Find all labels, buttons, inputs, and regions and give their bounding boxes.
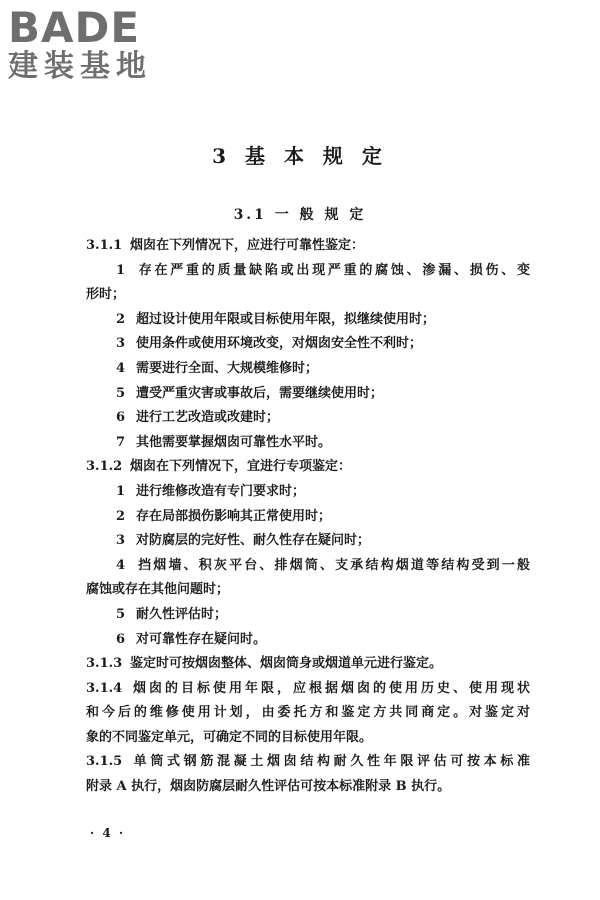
logo-brand-text: BADE <box>8 3 141 52</box>
clause-continuation: 附录 A 执行，烟囱防腐层耐久性评估可按本标准附录 B 执行。 <box>86 779 451 795</box>
list-item <box>86 603 530 628</box>
clause-continuation: 和今后的维修使用计划，由委托方和鉴定方共同商定。对鉴定对 <box>86 705 530 721</box>
list-item <box>86 431 530 456</box>
item-text: 其他需要掌握烟囱可靠性水平时。 <box>136 434 332 450</box>
list-item <box>86 480 530 505</box>
item-text: 存在局部损伤影响其正常使用时； <box>136 508 332 524</box>
item-number: 5 <box>116 606 126 622</box>
item-text: 超过设计使用年限或目标使用年限，拟继续使用时； <box>136 311 436 327</box>
item-text: 存在严重的质量缺陷或出现严重的腐蚀、渗漏、损伤、变 <box>136 262 530 278</box>
item-number: 2 <box>116 508 126 524</box>
item-text: 进行维修改造有专门要求时； <box>136 483 306 499</box>
clause-text: 烟囱的目标使用年限，应根据烟囱的使用历史、使用现状 <box>130 680 530 696</box>
list-item-continuation: 形时； <box>86 287 126 303</box>
clause-3-1-2 <box>86 455 530 480</box>
clause-3-1-1 <box>86 234 530 259</box>
item-number: 4 <box>116 360 126 376</box>
item-text: 进行工艺改造或改建时； <box>136 410 280 426</box>
list-item <box>86 382 530 407</box>
item-number: 1 <box>116 262 126 278</box>
bade-logo <box>8 3 178 84</box>
clause-number: 3.1.2 <box>86 459 123 475</box>
item-number: 3 <box>116 533 126 549</box>
item-number: 6 <box>116 631 126 647</box>
list-item <box>86 505 530 530</box>
list-item <box>86 357 530 382</box>
list-item <box>86 406 530 431</box>
chapter-title: 3 基 本 规 定 <box>212 144 388 168</box>
clause-text: 鉴定时可按烟囱整体、烟囱筒身或烟道单元进行鉴定。 <box>130 656 443 672</box>
list-item <box>86 628 530 653</box>
clause-text: 单筒式钢筋混凝土烟囱结构耐久性年限评估可按本标准 <box>130 754 530 770</box>
clause-number: 3.1.5 <box>86 754 123 770</box>
item-number: 7 <box>116 434 126 450</box>
item-number: 3 <box>116 336 126 352</box>
list-item <box>86 308 530 333</box>
clause-3-1-4 <box>86 677 530 702</box>
document-body <box>86 234 530 800</box>
item-text: 对可靠性存在疑问时。 <box>136 631 267 647</box>
item-text: 使用条件或使用环境改变，对烟囱安全性不利时； <box>136 336 423 352</box>
section-title: 3.1 一 般 规 定 <box>233 207 367 223</box>
item-text: 耐久性评估时； <box>136 606 228 622</box>
item-number: 4 <box>116 557 126 573</box>
item-number: 6 <box>116 410 126 426</box>
list-item <box>86 332 530 357</box>
clause-3-1-5 <box>86 750 530 775</box>
clause-number: 3.1.3 <box>86 656 123 672</box>
item-text: 遭受严重灾害或事故后，需要继续使用时； <box>136 385 384 401</box>
item-number: 2 <box>116 311 126 327</box>
clause-continuation: 象的不同鉴定单元，可确定不同的目标使用年限。 <box>86 729 373 745</box>
clause-number: 3.1.4 <box>86 680 123 696</box>
list-item <box>86 259 530 284</box>
item-text: 需要进行全面、大规模维修时； <box>136 360 319 376</box>
clause-text: 烟囱在下列情况下，宜进行专项鉴定： <box>130 459 352 475</box>
clause-3-1-3 <box>86 652 530 677</box>
item-number: 5 <box>116 385 126 401</box>
list-item <box>86 554 530 579</box>
clause-number: 3.1.1 <box>86 238 123 253</box>
logo-sub-text: 建装基地 <box>8 49 152 84</box>
item-number: 1 <box>116 483 126 499</box>
list-item <box>86 529 530 554</box>
list-item-continuation: 腐蚀或存在其他问题时； <box>86 582 230 598</box>
clause-text: 烟囱在下列情况下，应进行可靠性鉴定： <box>130 238 365 253</box>
item-text: 对防腐层的完好性、耐久性存在疑问时； <box>136 533 371 549</box>
page-number: · 4 · <box>90 826 126 840</box>
item-text: 挡烟墙、积灰平台、排烟筒、支承结构烟道等结构受到一般 <box>136 557 530 573</box>
